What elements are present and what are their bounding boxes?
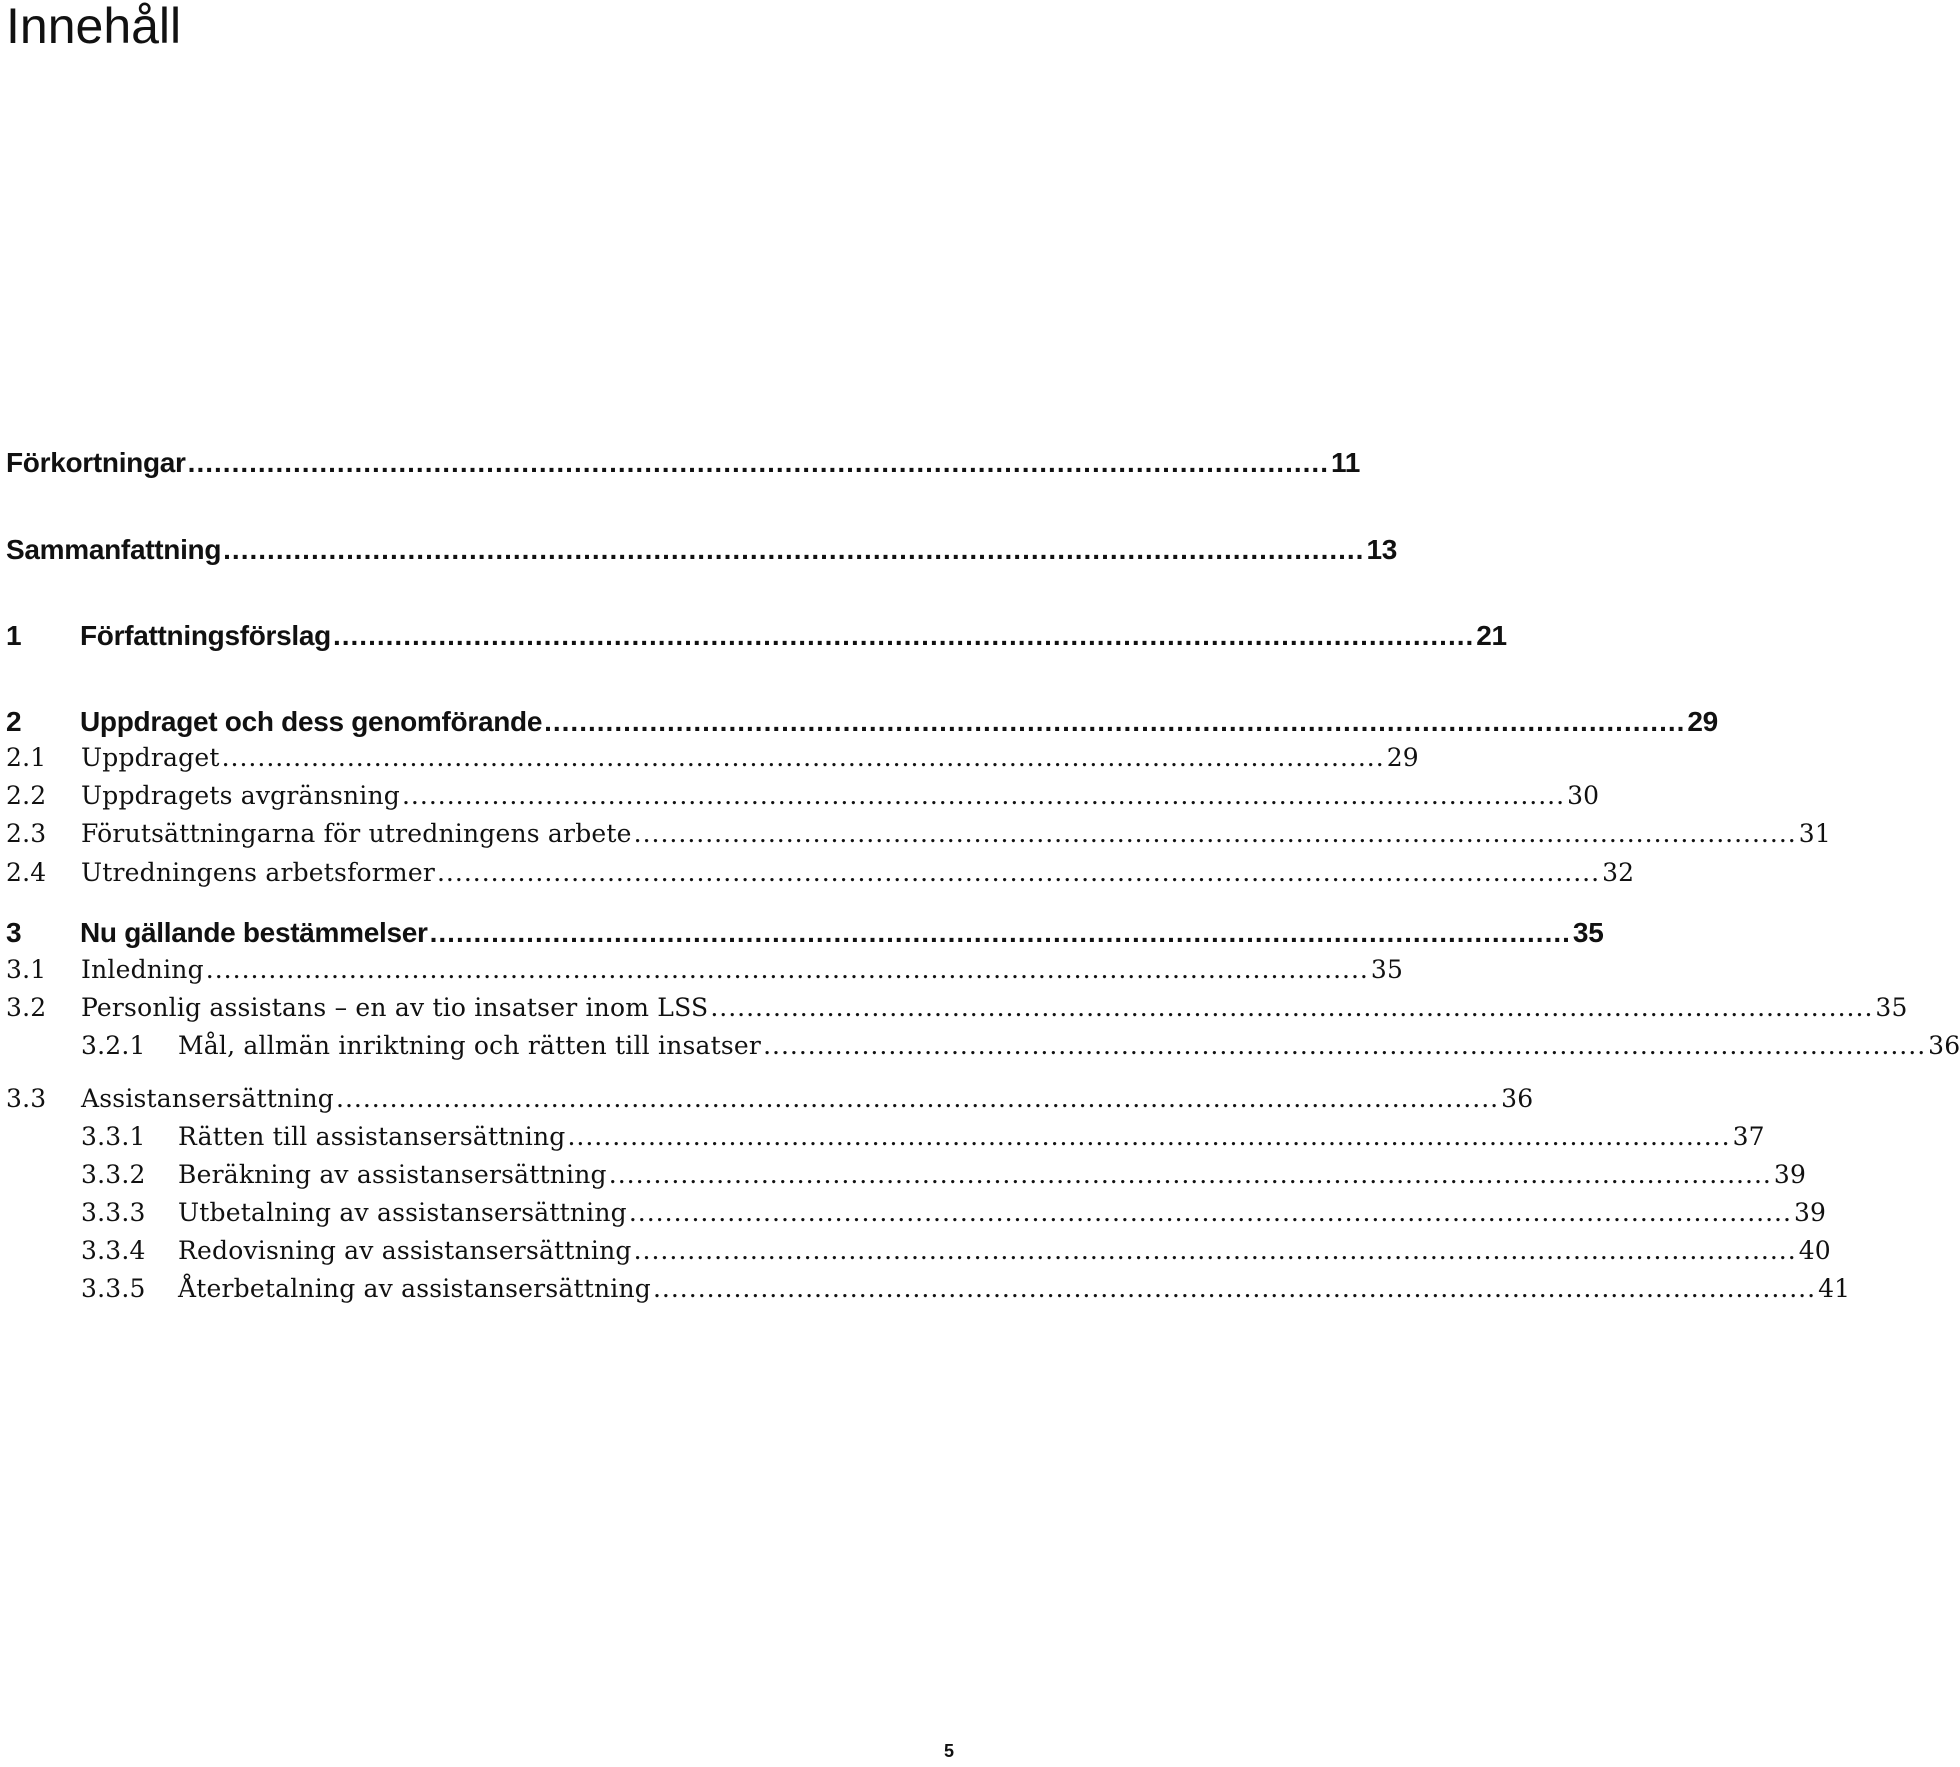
- toc-entry-number: 2.1: [6, 743, 47, 772]
- toc-entry-page: 11: [1330, 447, 1360, 478]
- toc-entry-section-3-3-5[interactable]: [81, 1274, 1851, 1303]
- toc-entry-number: 3.3.2: [81, 1160, 146, 1189]
- toc-entry-number: 2.4: [6, 858, 47, 887]
- toc-entry-title: Inledning: [81, 955, 204, 984]
- toc-entry-page: 30: [1567, 781, 1600, 810]
- toc-entry-number: 2.3: [6, 819, 47, 848]
- toc-entry-page: 29: [1687, 706, 1718, 737]
- page-number: 5: [943, 1741, 954, 1761]
- toc-entry-section-2-1[interactable]: [6, 743, 1419, 772]
- toc-entry-page: 21: [1476, 620, 1507, 651]
- toc-entry-page: 29: [1386, 743, 1419, 772]
- toc-entry-section-2-3[interactable]: [6, 819, 1831, 848]
- dot-leader: ..................................................................................................................................: [436, 858, 1601, 887]
- dot-leader: ..................................................................................................................................: [221, 743, 1385, 772]
- dot-leader: ..................................................................................................................................: [187, 447, 1329, 478]
- dot-leader: ..................................................................................................................................: [401, 781, 1566, 810]
- toc-entry-forkortningar[interactable]: [6, 447, 1360, 479]
- dot-leader: ..................................................................................................................................: [205, 955, 1369, 984]
- toc-entry-page: 32: [1602, 858, 1635, 887]
- toc-entry-number: 3.3.1: [81, 1122, 146, 1151]
- toc-entry-section-2-2[interactable]: [6, 781, 1600, 810]
- toc-entry-chapter-1[interactable]: [6, 620, 1507, 652]
- dot-leader: ..................................................................................................................................: [633, 1236, 1797, 1265]
- toc-entry-section-3-3-4[interactable]: [81, 1236, 1831, 1265]
- toc-entry-title: Förutsättningarna för utredningens arbete: [81, 819, 632, 848]
- toc-entry-number: 1: [6, 620, 22, 651]
- toc-entry-title: Författningsförslag: [80, 620, 331, 651]
- toc-entry-section-3-2-1[interactable]: [81, 1031, 1960, 1060]
- toc-entry-page: 35: [1572, 917, 1604, 948]
- toc-entry-title: Beräkning av assistansersättning: [178, 1160, 607, 1189]
- toc-entry-title: Personlig assistans – en av tio insatser inom LSS: [81, 993, 709, 1022]
- dot-leader: ..................................................................................................................................: [332, 620, 1475, 651]
- toc-entry-title: Mål, allmän inriktning och rätten till insatser: [178, 1031, 762, 1060]
- toc-entry-number: 3.3.4: [81, 1236, 146, 1265]
- toc-entry-section-3-1[interactable]: [6, 955, 1404, 984]
- toc-entry-title: Förkortningar: [6, 447, 186, 478]
- toc-entry-title: Nu gällande bestämmelser: [80, 917, 428, 948]
- toc-entry-title: Assistansersättning: [81, 1084, 334, 1113]
- toc-entry-page: 41: [1818, 1274, 1851, 1303]
- toc-entry-title: Uppdraget: [81, 743, 220, 772]
- dot-leader: ..................................................................................................................................: [608, 1160, 1772, 1189]
- toc-entry-title: Uppdragets avgränsning: [81, 781, 400, 810]
- toc-entry-page: 39: [1793, 1198, 1827, 1227]
- dot-leader: ..................................................................................................................................: [633, 819, 1797, 848]
- toc-entry-number: 3.2: [6, 993, 47, 1022]
- toc-entry-number: 3.3: [6, 1084, 47, 1113]
- toc-entry-number: 3.3.5: [81, 1274, 146, 1303]
- toc-entry-page: 31: [1798, 819, 1831, 848]
- toc-entry-number: 3.2.1: [81, 1031, 146, 1060]
- toc-entry-page: 35: [1875, 993, 1908, 1022]
- dot-leader: ..................................................................................................................................: [544, 706, 1686, 737]
- dot-leader: ..................................................................................................................................: [567, 1122, 1731, 1151]
- toc-entry-section-3-3[interactable]: [6, 1084, 1534, 1113]
- toc-entry-page: 13: [1366, 534, 1398, 565]
- dot-leader: ..................................................................................................................................: [223, 534, 1365, 565]
- toc-entry-title: Uppdraget och dess genomförande: [80, 706, 543, 737]
- toc-entry-section-2-4[interactable]: [6, 858, 1635, 887]
- toc-entry-title: Sammanfattning: [6, 534, 222, 565]
- toc-entry-number: 3.3.3: [81, 1198, 146, 1227]
- toc-entry-number: 2.2: [6, 781, 47, 810]
- toc-entry-chapter-3[interactable]: [6, 917, 1604, 949]
- toc-entry-title: Utredningens arbetsformer: [81, 858, 435, 887]
- dot-leader: ..................................................................................................................................: [628, 1198, 1792, 1227]
- toc-entry-section-3-3-3[interactable]: [81, 1198, 1827, 1227]
- toc-entry-title: Återbetalning av assistansersättning: [178, 1274, 651, 1303]
- dot-leader: ..................................................................................................................................: [652, 1274, 1817, 1303]
- toc-entry-sammanfattning[interactable]: [6, 534, 1398, 566]
- toc-entry-title: Rätten till assistansersättning: [178, 1122, 566, 1151]
- toc-entry-number: 3: [6, 917, 22, 948]
- toc-entry-number: 3.1: [6, 955, 47, 984]
- toc-entry-section-3-3-1[interactable]: [81, 1122, 1765, 1151]
- toc-entry-title: Redovisning av assistansersättning: [178, 1236, 632, 1265]
- dot-leader: ..................................................................................................................................: [429, 917, 1571, 948]
- toc-entry-page: 37: [1732, 1122, 1765, 1151]
- page-title: Innehåll: [6, 0, 182, 54]
- toc-entry-page: 36: [1501, 1084, 1534, 1113]
- toc-entry-page: 39: [1773, 1160, 1807, 1189]
- toc-entry-number: 2: [6, 706, 22, 737]
- dot-leader: ..................................................................................................................................: [710, 993, 1874, 1022]
- toc-entry-page: 35: [1370, 955, 1404, 984]
- toc-entry-section-3-3-2[interactable]: [81, 1160, 1807, 1189]
- toc-entry-chapter-2[interactable]: [6, 706, 1718, 738]
- toc-entry-page: 36: [1928, 1031, 1960, 1060]
- dot-leader: ..................................................................................................................................: [336, 1084, 1500, 1113]
- toc-entry-title: Utbetalning av assistansersättning: [178, 1198, 627, 1227]
- toc-entry-page: 40: [1798, 1236, 1831, 1265]
- toc-entry-section-3-2[interactable]: [6, 993, 1908, 1022]
- dot-leader: ..................................................................................................................................: [763, 1031, 1927, 1060]
